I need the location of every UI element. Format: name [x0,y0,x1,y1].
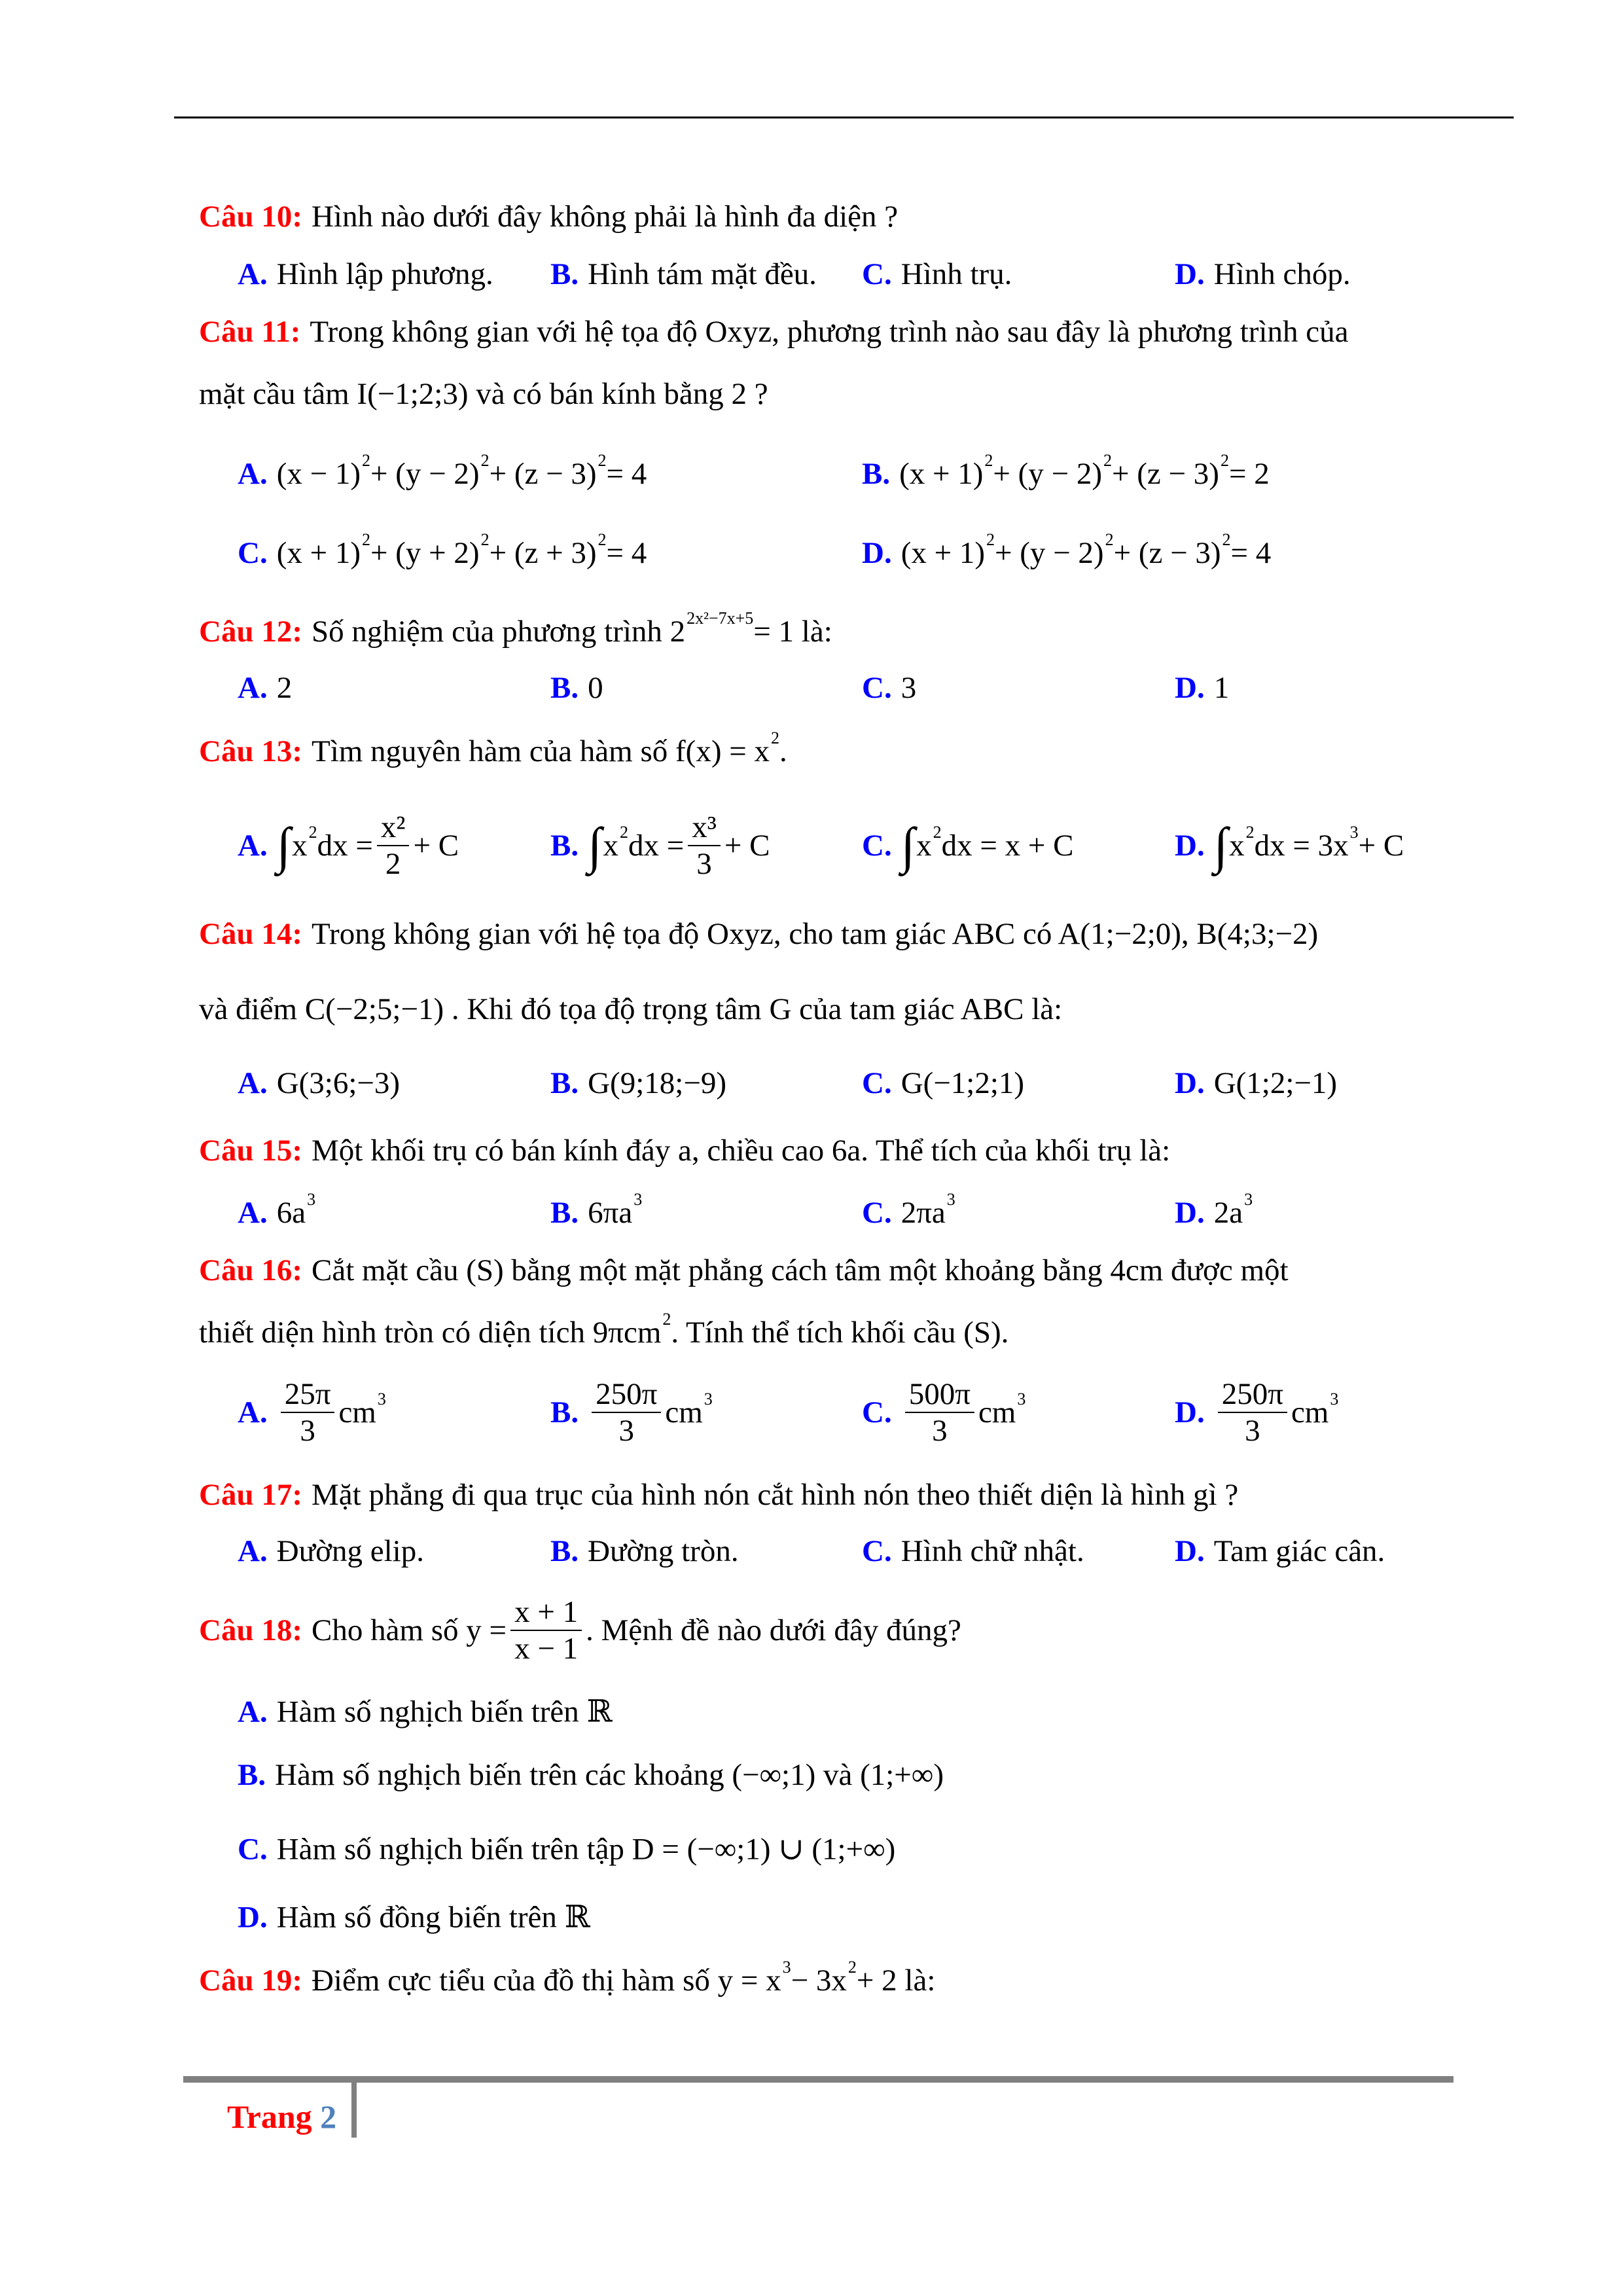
question-label: Câu 14: [199,917,302,951]
footer-label: Trang [227,2098,312,2135]
answer-option [238,1831,895,1867]
option-letter: A. [238,829,268,863]
option-letter: D. [1175,1066,1205,1100]
answer-option [862,1190,955,1230]
text-run: − 3x [791,1964,847,1998]
text-run: 6a [276,1196,306,1230]
text-run: + C [724,829,770,863]
text-run: G(−1;2;1) [901,1066,1025,1100]
text-run: Hình trụ. [901,257,1012,291]
option-letter: A. [238,257,268,291]
text-run: Cắt mặt cầu (S) bằng một mặt phẳng cách tâm một khoảng bằng 4cm được một [311,1253,1289,1287]
superscript: 2 [619,823,628,842]
option-letter: D. [1175,829,1205,863]
text-run: + (z + 3) [489,536,597,570]
question-stem-line [199,1253,1289,1288]
text-run: Một khối trụ có bán kính đáy a, chiều cao 6a. Thể tích của khối trụ là: [311,1134,1171,1168]
text-run: và điểm C(−2;5;−1) . Khi đó tọa độ trọng tâm G của tam giác ABC là: [199,992,1063,1026]
answer-option [238,257,493,292]
text-run: Hình chóp. [1213,257,1351,291]
text-run: (x + 1) [901,536,986,570]
text-run: Hình nào dưới đây không phải là hình đa diện ? [311,200,899,234]
option-letter: B. [550,1196,579,1230]
option-letter: C. [862,1066,892,1100]
option-letter: B. [862,457,891,491]
answer-option [862,670,916,706]
text-run: 0 [588,671,603,705]
answer-option [1175,1376,1338,1448]
denominator: 3 [696,847,712,881]
text-run: + (y + 2) [370,536,480,570]
numerator: x³ [688,810,721,846]
text-run: Hàm số nghịch biến trên các khoảng (−∞;1) và (1;+∞) [275,1758,944,1792]
question-label: Câu 13: [199,734,302,768]
answer-option [550,1534,739,1569]
text-run: dx = [628,829,685,863]
text-run: x [1229,829,1245,863]
question-label: Câu 12: [199,615,302,649]
question-label: Câu 18: [199,1613,302,1647]
text-run: Hàm số đồng biến trên ℝ [276,1900,590,1935]
text-run: + 2 là: [856,1964,936,1998]
page-number: 2 [320,2098,337,2135]
text-run: 2a [1213,1196,1243,1230]
option-letter: C. [862,671,892,705]
option-letter: D. [238,1900,268,1934]
superscript: 2 [362,451,371,470]
question-label: Câu 10: [199,200,302,234]
text-run: cm [665,1395,703,1429]
option-letter: D. [862,536,892,570]
option-letter: A. [238,671,268,705]
superscript: 2 [480,530,490,549]
answer-option [550,670,603,706]
answer-option [550,1190,643,1230]
superscript: 2 [597,451,607,470]
text-run: (x − 1) [276,457,361,491]
option-letter: C. [862,829,892,863]
superscript: 2 [662,1310,671,1329]
answer-option [550,257,817,292]
text-run: (x + 1) [899,457,984,491]
numerator: x + 1 [510,1594,582,1631]
text-run: + (z − 3) [1113,536,1221,570]
superscript: 2 [847,1958,857,1977]
answer-option [238,1757,944,1793]
fraction [281,1376,335,1448]
text-run: Điểm cực tiểu của đồ thị hàm số y = x [311,1964,781,1998]
text-run: = 4 [606,457,647,491]
answer-option [1175,817,1404,874]
option-letter: A. [238,1534,268,1568]
text-run: 6πa [588,1196,633,1230]
text-run: . Mệnh đề nào dưới đây đúng? [586,1613,961,1647]
answer-option [550,810,770,882]
denominator: x − 1 [514,1632,579,1666]
text-run: + C [413,829,459,863]
text-run: . [779,734,787,768]
superscript: 2 [308,823,317,842]
answer-option [1175,1534,1385,1569]
option-letter: C. [862,1395,892,1429]
option-letter: A. [238,1196,268,1230]
text-run: + (z − 3) [1112,457,1219,491]
footer-rule [183,2076,1454,2083]
question-stem-line [199,728,787,769]
answer-option [862,257,1012,292]
superscript: 2 [1103,451,1112,470]
numerator: 250π [592,1376,661,1413]
option-letter: D. [1175,671,1205,705]
text-run: 1 [1213,671,1230,705]
superscript: 3 [633,1190,643,1209]
text-run: Hàm số nghịch biến trên tập D = (−∞;1) ∪ (1;+∞) [276,1832,896,1867]
question-label: Câu 15: [199,1134,302,1168]
text-run: Số nghiệm của phương trình 2 [311,615,686,649]
question-stem-line [199,609,832,649]
text-run: + (y − 2) [993,457,1102,491]
superscript: 2 [480,451,490,470]
superscript: 2x²−7x+5 [687,609,754,628]
page-footer [227,2098,336,2136]
denominator: 3 [1245,1414,1260,1448]
superscript: 2 [362,530,371,549]
text-run: mặt cầu tâm I(−1;2;3) và có bán kính bằng 2 ? [199,377,768,411]
text-run: dx = [317,829,373,863]
option-letter: C. [862,1196,892,1230]
option-letter: B. [238,1758,266,1792]
text-run: 3 [901,671,917,705]
text-run: x [603,829,618,863]
question-label: Câu 17: [199,1478,302,1512]
answer-option [238,1190,316,1230]
superscript: 2 [986,530,995,549]
superscript: 3 [782,1958,791,1977]
superscript: 2 [770,728,779,747]
question-stem-line [199,916,1318,952]
text-run: Đường elip. [276,1534,424,1568]
integral-sign: ∫ [1213,817,1228,874]
superscript: 2 [1220,451,1229,470]
answer-option [862,817,1074,874]
answer-option [238,1899,590,1935]
superscript: 3 [704,1390,713,1408]
text-run: thiết diện hình tròn có diện tích 9πcm [199,1316,662,1350]
option-letter: D. [1175,1395,1205,1429]
answer-option [238,810,459,882]
superscript: 3 [1244,1190,1253,1209]
question-stem-line [199,199,898,234]
answer-option [1175,257,1351,292]
numerator: x² [377,810,410,846]
integral-sign: ∫ [901,817,916,874]
text-run: = 1 là: [753,615,832,649]
text-run: dx = 3x [1254,829,1349,863]
denominator: 3 [300,1414,315,1448]
answer-option [238,530,647,571]
question-label: Câu 16: [199,1253,302,1287]
answer-option [238,1066,400,1101]
option-letter: B. [550,1395,579,1429]
option-letter: B. [550,1534,579,1568]
superscript: 3 [307,1190,316,1209]
superscript: 2 [1245,823,1255,842]
numerator: 250π [1218,1376,1287,1413]
text-run: Tìm nguyên hàm của hàm số f(x) = x [311,734,770,768]
option-letter: A. [238,1695,268,1729]
option-letter: B. [550,1066,579,1100]
superscript: 3 [1349,823,1359,842]
answer-option [1175,1066,1337,1101]
option-letter: B. [550,671,579,705]
superscript: 2 [597,530,607,549]
text-run: = 4 [606,536,647,570]
answer-option [862,1066,1024,1101]
denominator: 3 [932,1414,948,1448]
text-run: Hình tám mặt đều. [588,257,817,291]
superscript: 3 [946,1190,955,1209]
question-stem-line [199,1310,1009,1350]
answer-option [550,1376,713,1448]
answer-option [862,451,1270,492]
denominator: 2 [385,847,401,881]
text-run: + (y − 2) [995,536,1104,570]
text-run: + (y − 2) [370,457,480,491]
fraction [1218,1376,1287,1448]
question-stem-line [199,1594,961,1666]
answer-option [862,1534,1084,1569]
superscript: 3 [1017,1390,1026,1408]
answer-option [1175,1190,1253,1230]
question-stem-line [199,1477,1238,1513]
option-letter: D. [1175,257,1205,291]
answer-option [1175,670,1229,706]
text-run: cm [978,1395,1016,1429]
text-run: Cho hàm số y = [311,1613,507,1647]
superscript: 3 [1330,1390,1339,1408]
question-stem-line [199,1133,1170,1168]
numerator: 25π [281,1376,335,1413]
option-letter: D. [1175,1196,1205,1230]
option-letter: C. [862,1534,892,1568]
text-run: Hình lập phương. [276,257,493,291]
option-letter: B. [550,829,579,863]
text-run: 2πa [901,1196,946,1230]
integral-sign: ∫ [276,817,291,874]
text-run: x [916,829,932,863]
text-run: cm [1291,1395,1329,1429]
text-run: + (z − 3) [489,457,597,491]
option-letter: B. [550,257,579,291]
text-run: = 2 [1228,457,1270,491]
answer-option [238,1376,386,1448]
text-run: G(9;18;−9) [588,1066,726,1100]
answer-option [238,670,292,706]
answer-option [550,1066,726,1101]
text-run: x [292,829,308,863]
superscript: 2 [984,451,993,470]
fraction [688,810,721,882]
text-run: . Tính thể tích khối cầu (S). [671,1316,1009,1350]
text-run: Trong không gian với hệ tọa độ Oxyz, phương trình nào sau đây là phương trình của [310,315,1349,349]
text-run: G(3;6;−3) [276,1066,401,1100]
header-rule [174,117,1514,118]
text-run: Trong không gian với hệ tọa độ Oxyz, cho tam giác ABC có A(1;−2;0), B(4;3;−2) [311,917,1319,951]
text-run: Đường tròn. [588,1534,739,1568]
fraction [377,810,410,882]
answer-option [238,1694,613,1730]
text-run: Hình chữ nhật. [901,1534,1084,1568]
integral-sign: ∫ [588,817,602,874]
text-run: G(1;2;−1) [1213,1066,1338,1100]
answer-option [862,1376,1026,1448]
text-run: Mặt phẳng đi qua trục của hình nón cắt hình nón theo thiết diện là hình gì ? [311,1478,1239,1512]
question-label: Câu 11: [199,315,301,349]
question-stem-line [199,992,1062,1027]
text-run: dx = x + C [941,829,1074,863]
question-stem-line [199,314,1348,350]
superscript: 2 [933,823,942,842]
question-stem-line [199,1958,936,1998]
option-letter: A. [238,1395,268,1429]
option-letter: C. [862,257,892,291]
text-run: cm [338,1395,376,1429]
superscript: 2 [1105,530,1114,549]
fraction [905,1376,974,1448]
superscript: 2 [1222,530,1231,549]
footer-divider [351,2081,357,2138]
fraction [592,1376,661,1448]
superscript: 3 [377,1390,386,1408]
text-run: (x + 1) [276,536,361,570]
text-run: Tam giác cân. [1213,1534,1385,1568]
option-letter: A. [238,1066,268,1100]
answer-option [238,1534,424,1569]
option-letter: C. [238,536,268,570]
option-letter: D. [1175,1534,1205,1568]
text-run: = 4 [1230,536,1272,570]
fraction [510,1594,582,1666]
option-letter: C. [238,1832,268,1866]
question-label: Câu 19: [199,1964,302,1998]
numerator: 500π [905,1376,974,1413]
text-run: Hàm số nghịch biến trên ℝ [276,1695,613,1729]
option-letter: A. [238,457,268,491]
answer-option [238,451,647,492]
text-run: + C [1358,829,1404,863]
question-stem-line [199,376,768,412]
text-run: 2 [276,671,293,705]
denominator: 3 [618,1414,634,1448]
answer-option [862,530,1272,571]
